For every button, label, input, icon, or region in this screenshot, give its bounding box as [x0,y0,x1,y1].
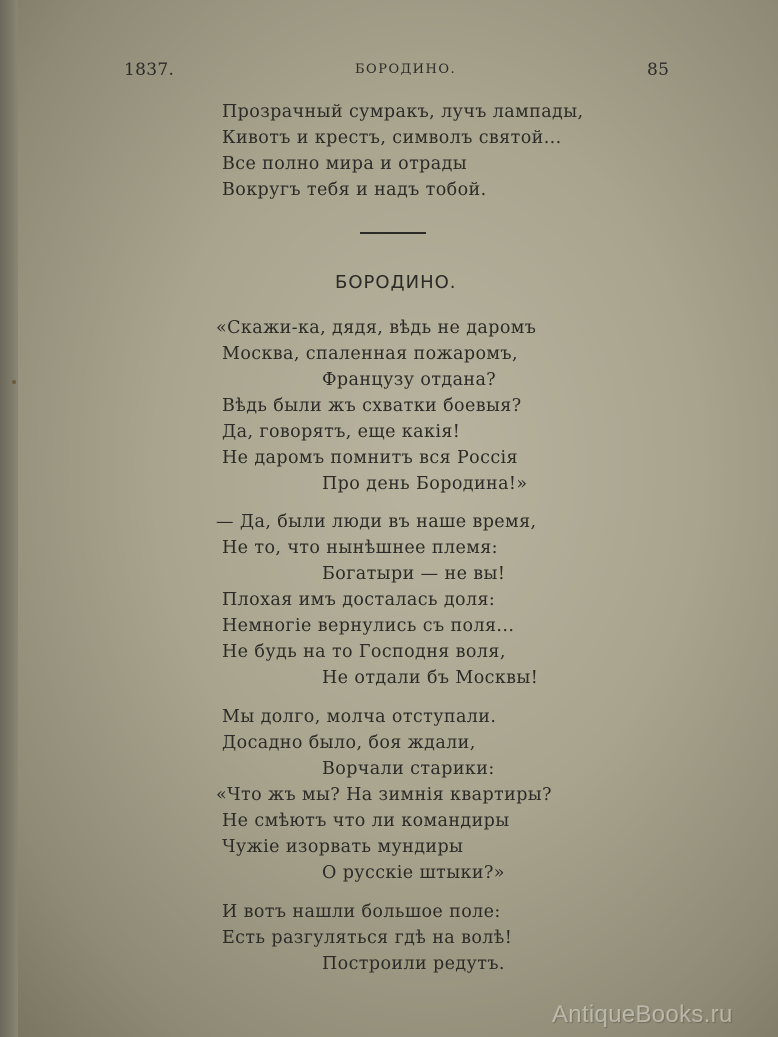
verse-line: Мы долго, молча отступали. [222,707,497,727]
verse-line: Досадно было, боя ждали, [222,733,476,753]
stanza [222,899,622,977]
verse-line: Прозрачный сумракъ, лучъ лампады, [222,102,584,122]
verse-line: «Скажи-ка, дядя, вѣдь не даромъ [216,318,537,338]
verse-line: — Да, были люди въ наше время, [216,512,537,532]
verse-line: Все полно мира и отрады [222,154,468,174]
verse-line: Вѣдь были жъ схватки боевыя? [222,396,522,416]
verse-line: О русскіе штыки?» [322,863,505,883]
watermark: AntiqueBooks.ru [552,1001,733,1028]
verse-line: Не будь на то Господня воля, [222,642,506,662]
verse-line: Не смѣютъ что ли командиры [222,811,510,831]
header-year: 1837. [124,60,175,80]
verse-line: Не отдали бъ Москвы! [322,668,539,688]
verse-line: Построили редутъ. [322,954,505,974]
verse-line: «Что жъ мы? На зимнія квартиры? [216,785,552,805]
stanza [216,315,622,497]
verse-line: Богатыри — не вы! [322,564,506,584]
verse-line: Ворчали старики: [322,759,495,779]
verse-line: Плохая имъ досталась доля: [222,590,496,610]
paper-spot [12,380,16,384]
verse-line: Москва, спаленная пожаромъ, [222,344,518,364]
stanza [216,509,622,691]
verse-line: И вотъ нашли большое поле: [222,902,501,922]
poem-title: БОРОДИНО. [335,272,457,293]
book-gutter [0,0,18,1037]
previous-poem-ending [222,99,622,203]
verse-line: Вокругъ тебя и надъ тобой. [222,180,487,200]
verse-line: Чужіе изорвать мундиры [222,837,464,857]
verse-line: Кивотъ и крестъ, символъ святой... [222,128,562,148]
page-number: 85 [647,60,670,80]
verse-line: Не то, что нынѣшнее племя: [222,538,498,558]
stanza [216,704,622,886]
verse-line: Не даромъ помнитъ вся Россія [222,448,518,468]
verse-line: Немногіе вернулись съ поля... [222,616,515,636]
section-divider [360,232,426,234]
verse-line: Французу отдана? [322,370,497,390]
verse-line: Есть разгуляться гдѣ на волѣ! [222,928,513,948]
verse-line: Про день Бородина!» [322,474,528,494]
verse-line: Да, говорятъ, еще какія! [222,422,461,442]
header-title: БОРОДИНО. [355,62,457,77]
